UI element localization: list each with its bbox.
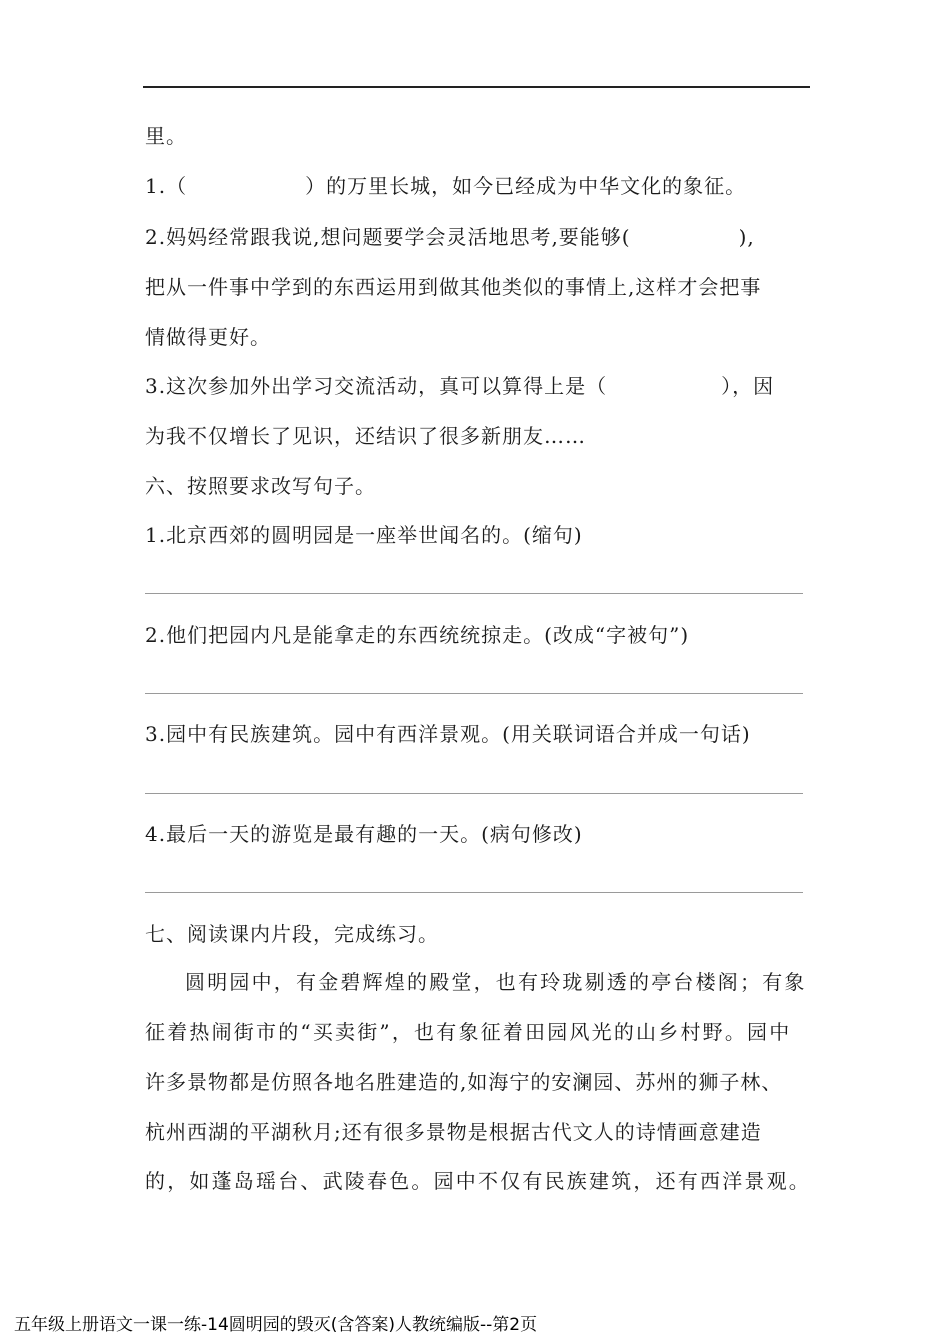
q2-prefix: 2.妈妈经常跟我说,想问题要学会灵活地思考,要能够( (145, 225, 631, 249)
line-text: 里。 (145, 124, 187, 148)
passage-text: 的，如蓬岛瑶台、武陵春色。园中不仅有民族建筑，还有西洋景观。 (145, 1169, 811, 1193)
rewrite-question-2 (145, 621, 810, 649)
passage-text: 杭州西湖的平湖秋月;还有很多景物是根据古代文人的诗情画意建造 (145, 1120, 762, 1144)
question-3 (145, 372, 810, 400)
passage-text: 圆明园中，有金碧辉煌的殿堂，也有玲珑剔透的亭台楼阁；有象 (185, 970, 807, 994)
passage-text: 许多景物都是仿照各地名胜建造的,如海宁的安澜园、苏州的狮子林、 (145, 1070, 783, 1094)
section-6-title (145, 472, 810, 500)
question-text: 1.北京西郊的圆明园是一座举世闻名的。(缩句) (145, 523, 583, 547)
question-2-cont (145, 323, 810, 351)
question-text: 4.最后一天的游览是最有趣的一天。(病句修改) (145, 822, 583, 846)
line-text: 为我不仅增长了见识，还结识了很多新朋友…… (145, 424, 586, 448)
q3-suffix: ），因 (721, 374, 775, 398)
passage-line (145, 1068, 810, 1096)
rewrite-question-4 (145, 820, 810, 848)
question-1 (145, 172, 810, 200)
passage-line (145, 1167, 810, 1195)
question-2 (145, 223, 810, 251)
text-line (145, 122, 810, 150)
passage-text: 征着热闹街市的“买卖街”，也有象征着田园风光的山乡村野。园中 (145, 1020, 792, 1044)
line-text: 情做得更好。 (145, 325, 271, 349)
section-title: 六、按照要求改写句子。 (145, 474, 376, 498)
answer-line[interactable] (145, 793, 803, 794)
answer-line[interactable] (145, 593, 803, 594)
rewrite-question-3 (145, 720, 810, 748)
question-text: 3.园中有民族建筑。园中有西洋景观。(用关联词语合并成一句话) (145, 722, 751, 746)
question-text: 2.他们把园内凡是能拿走的东西统统掠走。(改成“字被句”) (145, 623, 690, 647)
q2-suffix: ), (738, 225, 755, 249)
q3-prefix: 3.这次参加外出学习交流活动，真可以算得上是（ (145, 374, 608, 398)
q1-prefix: 1.（ (145, 174, 188, 198)
passage-line (145, 1018, 810, 1046)
section-7-title (145, 920, 810, 948)
page-footer: 五年级上册语文一课一练-14圆明园的毁灭(含答案)人教统编版--第2页 (14, 1315, 538, 1335)
q1-suffix: ）的万里长城，如今已经成为中华文化的象征。 (305, 174, 747, 198)
question-3-cont (145, 422, 810, 450)
line-text: 把从一件事中学到的东西运用到做其他类似的事情上,这样才会把事 (145, 275, 762, 299)
question-2-cont (145, 273, 810, 301)
passage-line (145, 968, 850, 996)
answer-line[interactable] (145, 693, 803, 694)
answer-line[interactable] (145, 892, 803, 893)
section-title: 七、阅读课内片段，完成练习。 (145, 922, 439, 946)
top-rule (143, 86, 810, 88)
rewrite-question-1 (145, 521, 810, 549)
passage-line (145, 1118, 810, 1146)
